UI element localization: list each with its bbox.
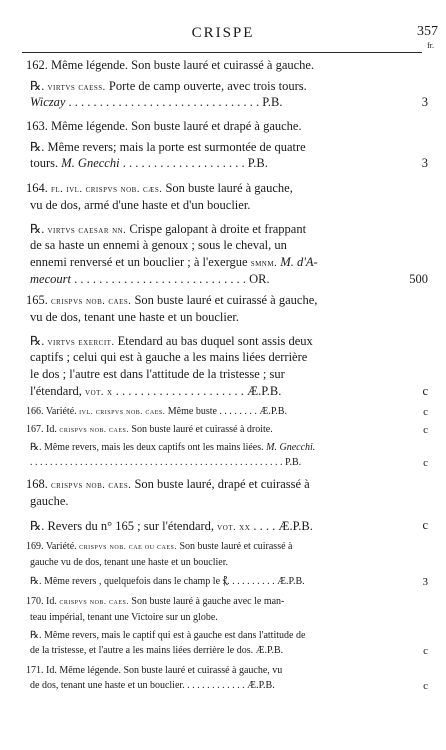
line-text: . . . . . . . . . . . . . . . . . . . . . . . . . . . . . . . P.B. <box>65 95 283 109</box>
line-text: Etendard au bas duquel sont assis deux <box>114 334 313 348</box>
text-line <box>30 612 218 623</box>
text-line <box>30 156 268 171</box>
currency-unit: fr. <box>427 41 434 50</box>
line-text: Crispe galopant à droite et frappant <box>126 222 307 236</box>
line-text: 167. Id. <box>26 424 60 435</box>
price-value: 3 <box>421 156 428 170</box>
price-value: c <box>423 406 428 418</box>
line-text: 165. <box>26 293 51 307</box>
line-text: 166. Variété. <box>26 406 80 417</box>
text-line <box>26 665 282 676</box>
line-text: . . . . Æ.P.B. <box>250 519 313 533</box>
text-line <box>30 384 281 399</box>
line-text: vu de dos, tenant une haste et un bouclier. <box>30 310 239 324</box>
price-value: c <box>423 680 428 692</box>
text-line <box>30 494 69 509</box>
line-text: . . . . . . . . . . . . . . . . . . . . P.B. <box>119 156 268 170</box>
legend-text: crispvs nob. caes. <box>59 597 129 606</box>
legend-text: smnm. <box>250 258 278 269</box>
legend-text: virtvs caesar nn. <box>47 225 127 236</box>
price-value: c <box>422 384 428 398</box>
text-line <box>30 255 318 270</box>
page-title: CRISPE <box>191 25 255 41</box>
line-text: teau impérial, tenant une Victoire sur un globe. <box>30 612 218 623</box>
line-text: l'étendard, <box>30 384 86 398</box>
text-line <box>26 596 284 607</box>
text-line <box>30 198 250 213</box>
header-rule <box>22 52 422 53</box>
line-text: 171. Id. Même légende. Son buste lauré et cuirassé à gauche, vu <box>26 665 283 676</box>
text-line <box>30 557 228 568</box>
line-text: tours. <box>30 156 62 170</box>
line-text: gauche vu de dos, tenant une haste et un bouclier. <box>30 557 228 568</box>
text-line <box>26 424 273 435</box>
line-text: Son buste lauré et cuirassé à gauche, <box>131 293 318 307</box>
text-line <box>26 119 302 134</box>
line-text: ennemi renversé et un bouclier ; à l'exergue <box>30 255 251 269</box>
text-line <box>30 221 306 237</box>
source-name: Wiczay <box>30 95 66 109</box>
line-text: . . . . . . . . . . . . . . . . . . . . . Æ.P.B. <box>112 384 282 398</box>
text-line <box>26 477 310 492</box>
text-line <box>30 95 282 110</box>
page-number: 357 <box>417 24 438 39</box>
text-line <box>26 541 292 552</box>
text-line <box>30 310 239 325</box>
legend-text: vot. xx <box>217 522 251 533</box>
line-text: . . . . . . . . . . . . . . . . . . . . . . . . . . . . . . . . . . . . . . . . . . . . . . . . . . . P.B. <box>30 457 302 468</box>
legend-text: crispvs nob. caes. <box>51 480 132 491</box>
line-text: ℞. Même revers , quelquefois dans le champ le ⳩. . . . . . . . . . Æ.P.B. <box>30 576 305 587</box>
price-value: c <box>423 457 428 469</box>
line-text: le dos ; l'autre est dans l'attitude de la tristesse ; sur <box>30 367 285 381</box>
text-line <box>30 238 287 253</box>
line-text: . . . . . . . . . . . . . . . . . . . . . . . . . . . . OR. <box>70 272 270 286</box>
text-line <box>30 645 283 656</box>
source-name: M. d'A- <box>280 255 318 269</box>
price-value: c <box>422 518 428 532</box>
line-text: Porte de camp ouverte, avec trois tours. <box>105 79 307 93</box>
line-text: captifs ; celui qui est à gauche a les mains liées derrière <box>30 350 308 364</box>
text-line <box>26 181 293 196</box>
line-text: 170. Id. <box>26 596 60 607</box>
legend-text: ivl. crispvs nob. caes. <box>79 407 166 416</box>
line-text: de sa haste un ennemi à genoux ; sous le cheval, un <box>30 238 287 252</box>
line-text: ℞. <box>30 222 48 236</box>
price-value: c <box>423 645 428 657</box>
text-line <box>26 406 287 417</box>
text-line <box>30 442 315 453</box>
text-line <box>30 680 275 691</box>
legend-text: fl. ivl. crispvs nob. cæs. <box>51 184 163 195</box>
line-text: ℞. Même revers, mais les deux captifs ont les mains liées. <box>30 442 267 453</box>
text-line <box>30 630 305 641</box>
line-text: Son buste lauré et cuirassé à <box>176 541 293 552</box>
text-line <box>30 333 313 349</box>
text-line <box>26 58 314 73</box>
text-line <box>30 78 307 94</box>
line-text: de la tristesse, et l'autre a les mains liées derrière le dos. Æ.P.B. <box>30 645 284 656</box>
text-line <box>30 139 306 155</box>
legend-text: vot. x <box>85 387 113 398</box>
line-text: Même buste . . . . . . . . Æ.P.B. <box>165 406 287 417</box>
line-text: ℞. <box>30 334 48 348</box>
line-text: ℞. Revers du n° 165 ; sur l'étendard, <box>30 519 218 533</box>
text-line <box>30 576 305 587</box>
line-text: 163. Même légende. Son buste lauré et drapé à gauche. <box>26 119 302 133</box>
source-name: M. Gnecchi <box>61 156 120 170</box>
line-text: Son buste lauré, drapé et cuirassé à <box>131 477 310 491</box>
line-text: 164. <box>26 181 51 195</box>
line-text: Son buste lauré à gauche, <box>162 181 293 195</box>
legend-text: virtvs caess. <box>47 82 106 93</box>
line-text: 169. Variété. <box>26 541 80 552</box>
text-line <box>30 272 270 287</box>
text-line <box>30 350 307 365</box>
legend-text: crispvs nob. caes. <box>59 425 129 434</box>
line-text: Son buste lauré et cuirassé à droite. <box>128 424 273 435</box>
line-text: vu de dos, armé d'une haste et d'un bouclier. <box>30 198 251 212</box>
line-text: gauche. <box>30 494 69 508</box>
price-value: 3 <box>422 576 428 588</box>
source-name: mecourt <box>30 272 71 286</box>
text-line <box>30 367 285 382</box>
price-value: 500 <box>409 272 428 286</box>
source-name: M. Gnecchi. <box>266 442 316 453</box>
line-text: ℞. Même revers, mais le captif qui est à gauche est dans l'attitude de <box>30 630 306 641</box>
legend-text: crispvs nob. caes. <box>51 296 132 307</box>
line-text: de dos, tenant une haste et un bouclier. . . . . . . . . . . . . Æ.P.B. <box>30 680 275 691</box>
line-text: ℞. Même revers; mais la porte est surmontée de quatre <box>30 140 306 154</box>
line-text: 162. Même légende. Son buste lauré et cuirassé à gauche. <box>26 58 315 72</box>
text-line <box>30 457 301 468</box>
price-value: c <box>423 424 428 436</box>
legend-text: crispvs nob. cae ou caes. <box>79 542 177 551</box>
line-text: ℞. <box>30 79 48 93</box>
legend-text: virtvs exercit. <box>47 337 115 348</box>
text-line <box>26 293 317 308</box>
line-text: Son buste lauré à gauche avec le man- <box>128 596 285 607</box>
line-text: 168. <box>26 477 51 491</box>
text-line <box>30 518 313 534</box>
price-value: 3 <box>421 95 428 109</box>
